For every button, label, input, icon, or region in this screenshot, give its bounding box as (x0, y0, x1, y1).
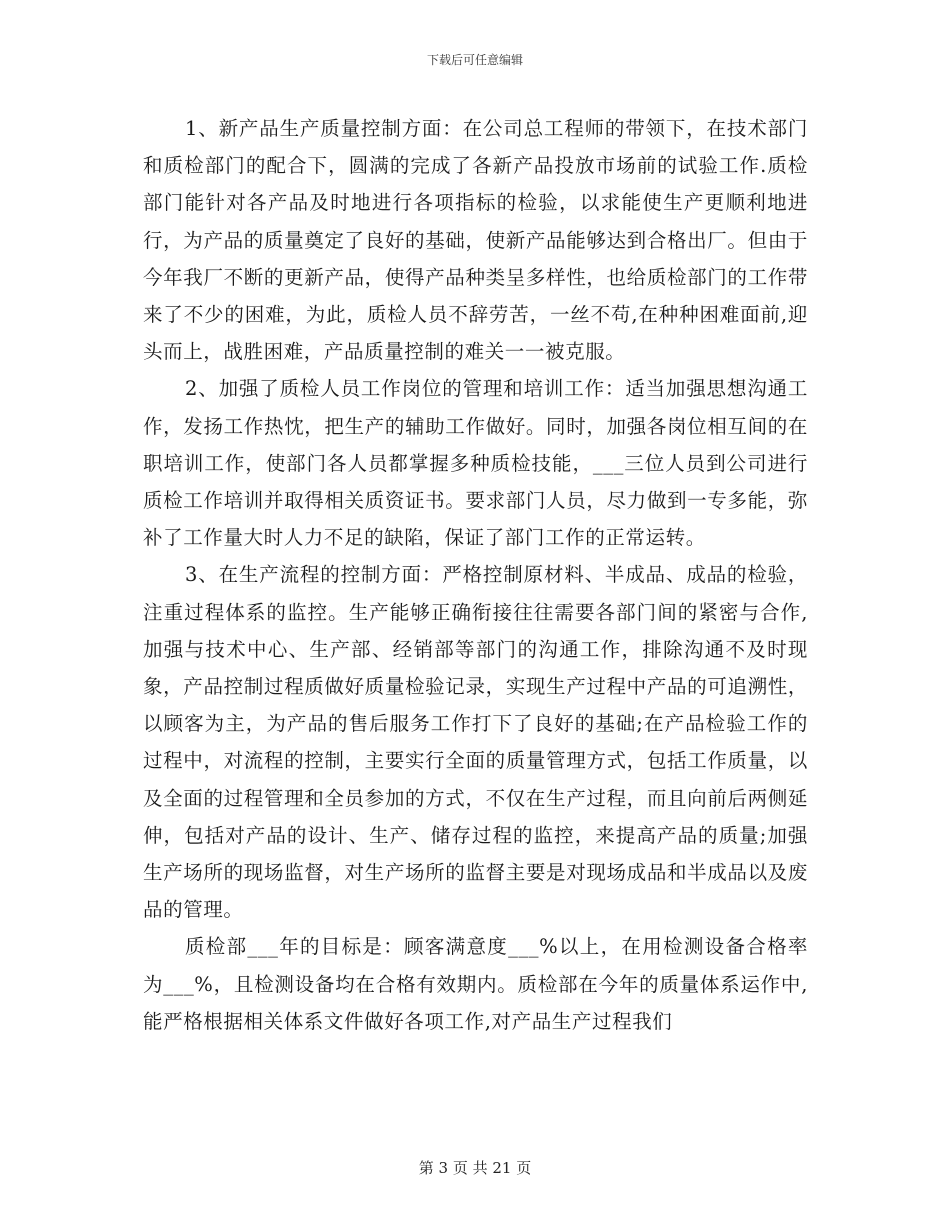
page-number: 第 3 页 共 21 页 (418, 1159, 532, 1177)
paragraph-new-product-quality: 1、新产品生产质量控制方面：在公司总工程师的带领下，在技术部门和质检部门的配合下，圆满的完成了各新产品投放市场前的试验工作.质检部门能针对各产品及时地进行各项指标的检验，以求能使生产更顺利地进行，为产品的质量奠定了良好的基础，使新产品能够达到合格出厂。但由于今年我厂不断的更新产品，使得产品种类呈多样性，也给质检部门的工作带来了不少的困难，为此，质检人员不辞劳苦，一丝不苟,在种种困难面前,迎头而上，战胜困难，产品质量控制的难关一一被克服。 (143, 117, 808, 364)
paragraph-department-goals: 质检部___年的目标是：顾客满意度___%以上，在用检测设备合格率为___%，且检测设备均在合格有效期内。质检部在今年的质量体系运作中,能严格根据相关体系文件做好各项工作,对产品生产过程我们 (143, 935, 808, 1033)
paragraph-process-control: 3、在生产流程的控制方面：严格控制原材料、半成品、成品的检验，注重过程体系的监控。生产能够正确衔接往往需要各部门间的紧密与合作,加强与技术中心、生产部、经销部等部门的沟通工作，排除沟通不及时现象，产品控制过程质做好质量检验记录，实现生产过程中产品的可追溯性，以顾客为主，为产品的售后服务工作打下了良好的基础;在产品检验工作的过程中，对流程的控制，主要实行全面的质量管理方式，包括工作质量，以及全面的过程管理和全员参加的方式，不仅在生产过程，而且向前后两侧延伸，包括对产品的设计、生产、储存过程的监控，来提高产品的质量;加强生产场所的现场监督，对生产场所的监督主要是对现场成品和半成品以及废品的管理。 (143, 563, 808, 922)
document-body (143, 110, 808, 1040)
page-header-note: 下载后可任意编辑 (426, 53, 523, 67)
paragraph-staff-training: 2、加强了质检人员工作岗位的管理和培训工作：适当加强思想沟通工作，发扬工作热忱，把生产的辅助工作做好。同时，加强各岗位相互间的在职培训工作，使部门各人员都掌握多种质检技能，___三位人员到公司进行质检工作培训并取得相关质资证书。要求部门人员，尽力做到一专多能，弥补了工作量大时人力不足的缺陷，保证了部门工作的正常运转。 (143, 377, 808, 550)
